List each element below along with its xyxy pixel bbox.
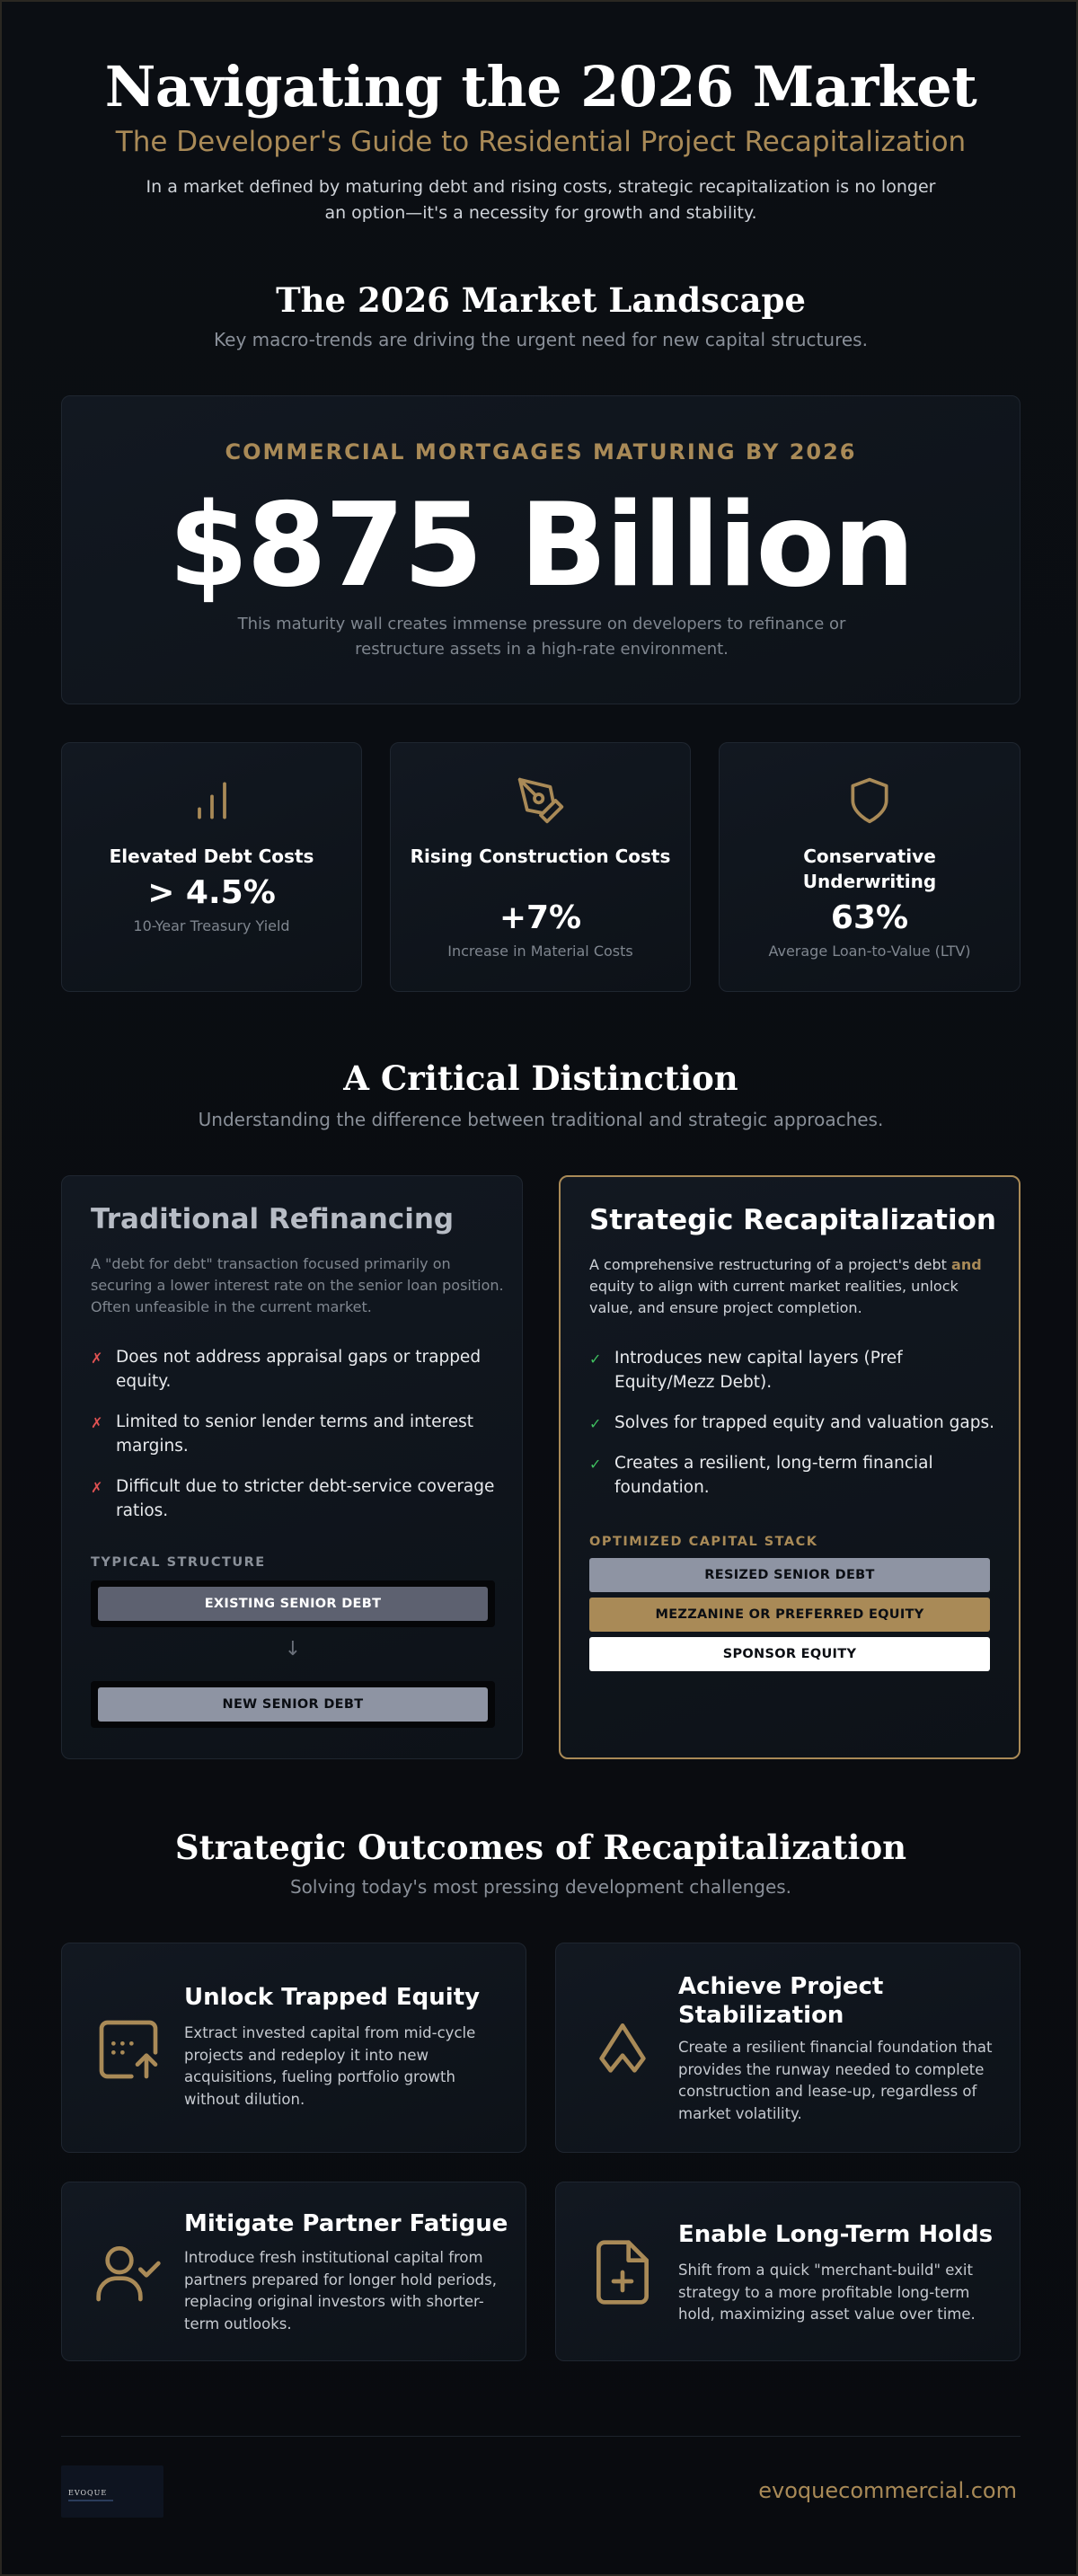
footer-divider	[61, 2436, 1021, 2437]
distinction-subtitle: Understanding the difference between traditional and strategic approaches.	[198, 1109, 884, 1130]
user-check-icon	[93, 2236, 164, 2308]
highlight-label: COMMERCIAL MORTGAGES MATURING BY 2026	[225, 439, 857, 465]
stat-value: +7%	[499, 899, 582, 936]
existing-senior-debt-layer: EXISTING SENIOR DEBT	[98, 1587, 488, 1621]
logo-text: EVOQUE	[68, 2489, 108, 2497]
arrow-down-icon: ↓	[284, 1638, 302, 1660]
list-item: ✓ Solves for trapped equity and valuation gaps.	[589, 1411, 1003, 1435]
traditional-description: A "debt for debt" transaction focused primarily on securing a lower interest rate on the senior loan position. Often unfeasible in the current market.	[91, 1255, 504, 1315]
list-item: ✗ Difficult due to stricter debt-service coverage ratios.	[91, 1477, 495, 1520]
outcome-card-partner-fatigue	[61, 2182, 526, 2361]
outcome-title: Mitigate Partner Fatigue	[184, 2210, 508, 2237]
company-logo[interactable]	[61, 2465, 163, 2518]
highlight-value: $875 Billion	[168, 479, 914, 613]
landscape-title: The 2026 Market Landscape	[276, 280, 806, 320]
stat-card-construction-costs	[390, 742, 691, 992]
outcome-card-stabilization	[555, 1943, 1021, 2153]
traditional-points	[91, 1345, 504, 1539]
outcome-title: Achieve Project Stabilization	[678, 1973, 884, 2029]
website-link[interactable]: evoquecommercial.com	[758, 2478, 1017, 2503]
new-senior-debt-layer: NEW SENIOR DEBT	[98, 1687, 488, 1722]
page-intro: In a market defined by maturing debt and rising costs, strategic recapitalization is no longer an option—it's a necessity for growth and stability.	[146, 177, 936, 223]
sponsor-equity-layer: SPONSOR EQUITY	[589, 1637, 990, 1671]
outcome-description: Introduce fresh institutional capital from partners prepared for longer hold periods, replacing original investors with shorter-term outlooks.	[184, 2249, 497, 2333]
traditional-title: Traditional Refinancing	[91, 1203, 455, 1235]
stat-caption: Average Loan-to-Value (LTV)	[768, 943, 971, 960]
outcome-description: Shift from a quick "merchant-build" exit strategy to a more profitable long-term hold, maximizing asset value over time.	[678, 2262, 976, 2323]
mezzanine-equity-layer: MEZZANINE OR PREFERRED EQUITY	[589, 1598, 990, 1632]
distinction-title: A Critical Distinction	[343, 1058, 738, 1098]
logo-underline	[68, 2500, 113, 2501]
x-mark-icon: ✗	[91, 1414, 103, 1431]
maturity-highlight-card	[61, 395, 1021, 704]
stat-label: Rising Construction Costs	[410, 845, 671, 867]
traditional-refinancing-card	[61, 1175, 523, 1759]
check-icon: ✓	[589, 1415, 602, 1432]
outcomes-subtitle: Solving today's most pressing development challenges.	[289, 1876, 792, 1898]
structure-label: TYPICAL STRUCTURE	[91, 1555, 266, 1570]
check-icon: ✓	[589, 1456, 602, 1473]
x-mark-icon: ✗	[91, 1479, 103, 1496]
structure-layer-wrap	[91, 1681, 495, 1728]
outcome-title: Enable Long-Term Holds	[678, 2221, 994, 2248]
structure-label: OPTIMIZED CAPITAL STACK	[589, 1535, 818, 1549]
strategic-points	[589, 1346, 1003, 1516]
list-item: ✗ Limited to senior lender terms and interest margins.	[91, 1412, 473, 1456]
page-subtitle: The Developer's Guide to Residential Project Recapitalization	[115, 126, 967, 158]
shield-icon	[720, 775, 1020, 826]
landscape-subtitle: Key macro-trends are driving the urgent need for new capital structures.	[214, 329, 868, 350]
file-plus-icon	[587, 2236, 658, 2308]
stat-caption: 10-Year Treasury Yield	[133, 917, 290, 934]
outcome-title: Unlock Trapped Equity	[184, 1984, 481, 2011]
stat-label: Elevated Debt Costs	[109, 845, 314, 867]
resized-senior-debt-layer: RESIZED SENIOR DEBT	[589, 1558, 990, 1592]
outcome-description: Extract invested capital from mid-cycle projects and redeploy it into new acquisitions, fueling portfolio growth without dilution.	[184, 2024, 476, 2108]
strategic-title: Strategic Recapitalization	[589, 1204, 996, 1236]
stat-card-underwriting	[719, 742, 1021, 992]
structure-layer-wrap	[91, 1580, 495, 1627]
outcome-card-long-term-holds	[555, 2182, 1021, 2361]
stat-value: 63%	[830, 899, 909, 936]
list-item: ✗ Does not address appraisal gaps or trapped equity.	[91, 1348, 482, 1391]
strategic-description: A comprehensive restructuring of a project's debt and equity to align with current market realities, unlock value, and ensure project completion.	[589, 1256, 982, 1316]
list-item: ✓ Creates a resilient, long-term financial foundation.	[589, 1454, 933, 1497]
page-title: Navigating the 2026 Market	[104, 54, 977, 120]
stabilization-icon	[587, 2014, 658, 2085]
unlock-equity-icon	[93, 2014, 164, 2085]
stat-value: > 4.5%	[147, 874, 276, 911]
outcomes-title: Strategic Outcomes of Recapitalization	[174, 1828, 907, 1867]
strategic-recapitalization-card	[559, 1175, 1021, 1759]
bar-chart-icon	[62, 775, 361, 826]
outcome-card-unlock-equity	[61, 1943, 526, 2153]
pen-tool-icon	[391, 775, 690, 826]
stat-caption: Increase in Material Costs	[447, 943, 633, 960]
highlight-note: This maturity wall creates immense pressure on developers to refinance or restructure assets in a high-rate environment.	[237, 615, 846, 659]
stat-card-debt-costs	[61, 742, 362, 992]
list-item: ✓ Introduces new capital layers (Pref Equity/Mezz Debt).	[589, 1349, 903, 1392]
x-mark-icon: ✗	[91, 1350, 103, 1367]
stat-label: Conservative Underwriting	[802, 845, 937, 892]
check-icon: ✓	[589, 1350, 602, 1368]
outcome-description: Create a resilient financial foundation that provides the runway needed to complete construction and lease-up, regardless of market volatility.	[678, 2039, 993, 2122]
